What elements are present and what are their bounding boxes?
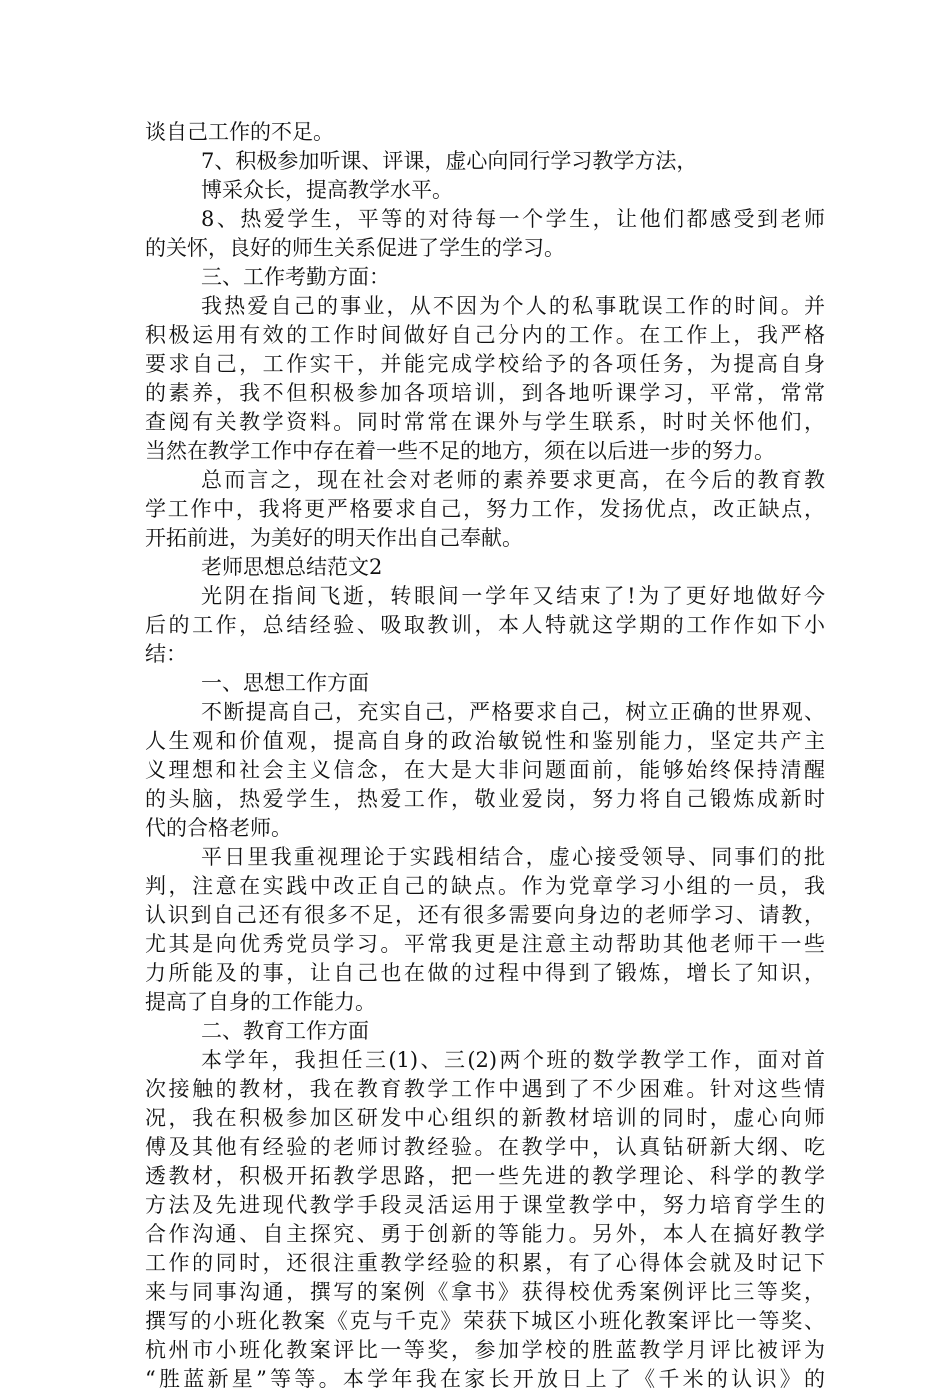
text-line: 尤其是向优秀党员学习。平常我更是注意主动帮助其他老师干一些: [145, 932, 825, 956]
text-line: 判，注意在实践中改正自己的缺点。作为党章学习小组的一员，我: [145, 874, 825, 898]
text-line: 不断提高自己，充实自己，严格要求自己，树立正确的世界观、: [201, 700, 825, 724]
text-line: 8、热爱学生，平等的对待每一个学生，让他们都感受到老师: [201, 207, 825, 231]
text-line: 合作沟通、自主探究、勇于创新的等能力。另外，本人在搞好教学: [145, 1222, 825, 1246]
text-line: 结：: [145, 642, 187, 666]
text-line: 的关怀，良好的师生关系促进了学生的学习。: [145, 236, 565, 260]
text-line: 后的工作，总结经验、吸取教训，本人特就这学期的工作作如下小: [145, 613, 825, 637]
text-line: 学工作中，我将更严格要求自己，努力工作，发扬优点，改正缺点，: [145, 497, 825, 521]
text-line: 谈自己工作的不足。: [145, 120, 334, 144]
text-line: 的头脑，热爱学生，热爱工作，敬业爱岗，努力将自己锻炼成新时: [145, 787, 825, 811]
text-line: 积极运用有效的工作时间做好自己分内的工作。在工作上，我严格: [145, 323, 825, 347]
text-line: 三、工作考勤方面：: [201, 265, 390, 289]
text-line: 总而言之，现在社会对老师的素养要求更高，在今后的教育教: [201, 468, 825, 492]
text-line: 要求自己，工作实干，并能完成学校给予的各项任务，为提高自身: [145, 352, 825, 376]
text-line: 力所能及的事，让自己也在做的过程中得到了锻炼，增长了知识，: [145, 961, 825, 985]
text-line: 查阅有关教学资料。同时常常在课外与学生联系，时时关怀他们，: [145, 410, 825, 434]
text-line: 认识到自己还有很多不足，还有很多需要向身边的老师学习、请教，: [145, 903, 825, 927]
text-line: 当然在教学工作中存在着一些不足的地方，须在以后进一步的努力。: [145, 439, 775, 463]
text-line: 方法及先进现代教学手段灵活运用于课堂教学中，努力培育学生的: [145, 1193, 825, 1217]
text-line: “胜蓝新星”等等。本学年我在家长开放日上了《千米的认识》的: [145, 1367, 825, 1391]
text-line: 平日里我重视理论于实践相结合，虚心接受领导、同事们的批: [201, 845, 825, 869]
text-line: 开拓前进，为美好的明天作出自己奉献。: [145, 526, 523, 550]
text-line: 的素养，我不但积极参加各项培训，到各地听课学习，平常，常常: [145, 381, 825, 405]
text-line: 一、思想工作方面: [201, 671, 369, 695]
text-line: 工作的同时，还很注重教学经验的积累，有了心得体会就及时记下: [145, 1251, 825, 1275]
text-line: 博采众长，提高教学水平。: [201, 178, 453, 202]
text-line: 二、教育工作方面: [201, 1019, 369, 1043]
text-line: 7、积极参加听课、评课，虚心向同行学习教学方法，: [201, 149, 698, 173]
text-line: 代的合格老师。: [145, 816, 292, 840]
text-line: 本学年，我担任三(1)、三(2)两个班的数学教学工作，面对首: [201, 1048, 825, 1072]
text-line: 来与同事沟通，撰写的案例《拿书》获得校优秀案例评比三等奖，: [145, 1280, 825, 1304]
text-line: 光阴在指间飞逝，转眼间一学年又结束了!为了更好地做好今: [201, 584, 825, 608]
document-body: [145, 118, 825, 1394]
text-line: 我热爱自己的事业，从不因为个人的私事耽误工作的时间。并: [201, 294, 825, 318]
text-line: 次接触的教材，我在教育教学工作中遇到了不少困难。针对这些情: [145, 1077, 825, 1101]
text-line: 提高了自身的工作能力。: [145, 990, 376, 1014]
text-line: 况，我在积极参加区研发中心组织的新教材培训的同时，虚心向师: [145, 1106, 825, 1130]
text-line: 老师思想总结范文2: [201, 555, 383, 579]
text-line: 杭州市小班化教案评比一等奖，参加学校的胜蓝教学月评比被评为: [145, 1338, 825, 1362]
text-line: 傅及其他有经验的老师讨教经验。在教学中，认真钻研新大纲、吃: [145, 1135, 825, 1159]
text-line: 透教材，积极开拓教学思路，把一些先进的教学理论、科学的教学: [145, 1164, 825, 1188]
text-line: 义理想和社会主义信念，在大是大非问题面前，能够始终保持清醒: [145, 758, 825, 782]
text-line: 人生观和价值观，提高自身的政治敏锐性和鉴别能力，坚定共产主: [145, 729, 825, 753]
text-line: 撰写的小班化教案《克与千克》荣获下城区小班化教案评比一等奖、: [145, 1309, 825, 1333]
